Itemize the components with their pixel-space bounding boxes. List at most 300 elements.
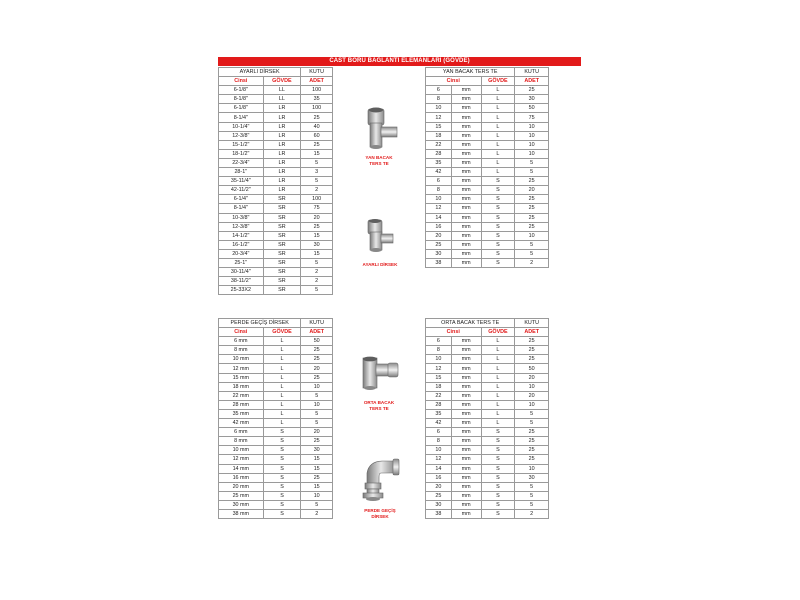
table-cell: 35 <box>301 95 333 104</box>
table-row <box>219 131 333 140</box>
table-cell: SR <box>263 286 301 295</box>
table-cell: 38 mm <box>219 509 264 518</box>
table-cell: 15 <box>426 373 452 382</box>
table-row <box>219 268 333 277</box>
table-row <box>426 337 549 346</box>
table-cell: 5 <box>515 240 549 249</box>
yan-bacak-table <box>425 67 549 268</box>
table-row <box>426 86 549 95</box>
table-cell: L <box>263 400 301 409</box>
table-cell: 25 <box>301 113 333 122</box>
table-cell: mm <box>451 391 481 400</box>
table-cell: mm <box>451 158 481 167</box>
table-row <box>426 95 549 104</box>
table-cell: 6-1/4" <box>219 195 264 204</box>
table-cell: mm <box>451 149 481 158</box>
table-row <box>426 382 549 391</box>
table-cell: 20 <box>515 186 549 195</box>
table-cell: LL <box>263 95 301 104</box>
table-row <box>426 122 549 131</box>
table-cell: 35 <box>426 409 452 418</box>
table-cell: mm <box>451 473 481 482</box>
table-cell: mm <box>451 382 481 391</box>
table-cell: 12-3/8" <box>219 131 264 140</box>
table-cell: 12 <box>426 455 452 464</box>
table-cell: 6 mm <box>219 428 264 437</box>
table-cell: 30 <box>515 473 549 482</box>
table-cell: 35 mm <box>219 409 264 418</box>
elbow-fitting-icon <box>360 212 400 256</box>
table-cell: 15-1/2" <box>219 140 264 149</box>
table-row <box>426 346 549 355</box>
table-cell: 30 mm <box>219 500 264 509</box>
table-cell: mm <box>451 455 481 464</box>
table-cell: 10 <box>426 446 452 455</box>
table-cell: mm <box>451 446 481 455</box>
table-cell: 25 <box>515 355 549 364</box>
table-cell: 38-11/2" <box>219 277 264 286</box>
table-cell: L <box>263 373 301 382</box>
table-cell: S <box>481 240 515 249</box>
table-cell: 25 <box>515 222 549 231</box>
col-header: GÖVDE <box>481 328 515 337</box>
table-cell: L <box>481 419 515 428</box>
table-cell: mm <box>451 140 481 149</box>
table-cell: 16-1/2" <box>219 240 264 249</box>
table-cell: mm <box>451 122 481 131</box>
caption-line: TERS TE <box>369 405 389 411</box>
table-cell: 25 <box>515 204 549 213</box>
table-row <box>219 177 333 186</box>
kutu-header: KUTU <box>515 319 549 328</box>
table-cell: S <box>263 482 301 491</box>
table-cell: 10 <box>515 131 549 140</box>
table-cell: SR <box>263 249 301 258</box>
table-row <box>426 400 549 409</box>
table-cell: 42 mm <box>219 419 264 428</box>
table-cell: LR <box>263 131 301 140</box>
table-cell: L <box>481 364 515 373</box>
col-header: GÖVDE <box>263 77 301 86</box>
table-row <box>426 186 549 195</box>
table-row <box>219 373 333 382</box>
table-cell: 20 <box>515 373 549 382</box>
table-cell: L <box>481 140 515 149</box>
table-row <box>219 86 333 95</box>
table-row <box>219 286 333 295</box>
table-row <box>426 140 549 149</box>
col-header: Cinsi <box>426 328 482 337</box>
table-cell: 25 <box>426 240 452 249</box>
table-row <box>426 222 549 231</box>
table-cell: 25 <box>301 222 333 231</box>
table-cell: 2 <box>301 509 333 518</box>
table-cell: 100 <box>301 86 333 95</box>
table-cell: 8-1/8" <box>219 95 264 104</box>
table-cell: mm <box>451 258 481 267</box>
table-cell: 8 <box>426 95 452 104</box>
table-cell: 10 <box>301 382 333 391</box>
perde-caption <box>355 508 405 519</box>
table-cell: 5 <box>515 482 549 491</box>
table-cell: 6 <box>426 177 452 186</box>
table-cell: S <box>481 500 515 509</box>
table-cell: S <box>263 500 301 509</box>
table-cell: 22 mm <box>219 391 264 400</box>
table-cell: mm <box>451 213 481 222</box>
table-cell: 25 <box>515 337 549 346</box>
table-row <box>426 104 549 113</box>
table-cell: 5 <box>515 419 549 428</box>
table-cell: L <box>263 346 301 355</box>
table-row <box>426 168 549 177</box>
table-cell: SR <box>263 213 301 222</box>
table-cell: 12 mm <box>219 455 264 464</box>
table-cell: mm <box>451 437 481 446</box>
table-row <box>219 509 333 518</box>
table-title: PERDE GEÇİŞ DİRSEK <box>219 319 301 328</box>
table-cell: 38 <box>426 509 452 518</box>
table-cell: 25 <box>515 446 549 455</box>
table-cell: S <box>481 231 515 240</box>
table-row <box>219 149 333 158</box>
table-cell: L <box>481 337 515 346</box>
table-row <box>219 482 333 491</box>
table-cell: mm <box>451 240 481 249</box>
table-row <box>426 409 549 418</box>
table-row <box>219 419 333 428</box>
table-cell: S <box>481 222 515 231</box>
table-cell: LR <box>263 186 301 195</box>
table-cell: 5 <box>301 409 333 418</box>
table-cell: 22 <box>426 391 452 400</box>
table-cell: L <box>263 355 301 364</box>
table-cell: 42 <box>426 168 452 177</box>
table-cell: 15 <box>301 249 333 258</box>
table-cell: SR <box>263 258 301 267</box>
table-cell: mm <box>451 509 481 518</box>
table-cell: 5 <box>515 168 549 177</box>
ayarli-dirsek-table <box>218 67 333 295</box>
table-cell: 6 <box>426 428 452 437</box>
table-cell: 25 <box>515 195 549 204</box>
table-row <box>426 437 549 446</box>
col-header: ADET <box>301 328 333 337</box>
table-cell: 22 <box>426 140 452 149</box>
table-cell: L <box>481 391 515 400</box>
table-cell: 5 <box>301 286 333 295</box>
bulkhead-elbow-icon <box>357 455 403 505</box>
table-cell: 2 <box>301 277 333 286</box>
table-cell: 18 mm <box>219 382 264 391</box>
orta-bacak-table <box>425 318 549 519</box>
table-cell: 30 <box>301 240 333 249</box>
table-cell: 6 <box>426 86 452 95</box>
table-cell: 10 <box>426 195 452 204</box>
table-row <box>426 231 549 240</box>
table-cell: mm <box>451 113 481 122</box>
table-cell: 30-11/4" <box>219 268 264 277</box>
table-cell: mm <box>451 86 481 95</box>
table-cell: S <box>263 464 301 473</box>
table-cell: mm <box>451 419 481 428</box>
table-row <box>426 240 549 249</box>
table-cell: 20 <box>426 482 452 491</box>
table-cell: L <box>481 95 515 104</box>
table-row <box>219 168 333 177</box>
table-cell: L <box>481 355 515 364</box>
table-cell: 25 <box>301 346 333 355</box>
table-cell: mm <box>451 177 481 186</box>
table-cell: 15 <box>301 149 333 158</box>
table-cell: 8-1/4" <box>219 204 264 213</box>
table-cell: 5 <box>515 158 549 167</box>
table-cell: 75 <box>301 204 333 213</box>
orta-caption <box>354 400 404 411</box>
catalog-title: CAST BORU BAĞLANTI ELEMANLARI (GÖVDE) <box>218 57 581 66</box>
table-cell: 14 <box>426 464 452 473</box>
table-cell: 42-11/2" <box>219 186 264 195</box>
table-cell: mm <box>451 204 481 213</box>
table-cell: 14 mm <box>219 464 264 473</box>
table-cell: 10 <box>515 231 549 240</box>
col-header: Cinsi <box>426 77 482 86</box>
table-cell: 10 <box>515 149 549 158</box>
table-cell: 25 <box>301 437 333 446</box>
table-cell: 100 <box>301 195 333 204</box>
table-row <box>219 213 333 222</box>
table-cell: S <box>263 437 301 446</box>
table-cell: 10 <box>515 140 549 149</box>
table-cell: S <box>263 446 301 455</box>
table-cell: 8 mm <box>219 437 264 446</box>
table-cell: 25 <box>301 373 333 382</box>
table-row <box>426 355 549 364</box>
table-cell: L <box>263 364 301 373</box>
table-row <box>219 382 333 391</box>
table-cell: 5 <box>515 249 549 258</box>
table-cell: 40 <box>301 122 333 131</box>
table-cell: LR <box>263 113 301 122</box>
caption-line: TERS TE <box>369 160 389 166</box>
table-title: YAN BACAK TERS TE <box>426 68 515 77</box>
table-row <box>426 131 549 140</box>
table-cell: 15 <box>301 482 333 491</box>
table-row <box>219 222 333 231</box>
table-cell: 15 <box>301 464 333 473</box>
table-cell: 30 <box>515 95 549 104</box>
table-cell: 20-3/4" <box>219 249 264 258</box>
table-cell: 25 <box>301 355 333 364</box>
table-row <box>219 409 333 418</box>
tee-fitting-icon <box>357 350 405 396</box>
caption-line: PERDE GEÇİŞ <box>364 508 396 513</box>
table-cell: mm <box>451 186 481 195</box>
table-cell: S <box>481 455 515 464</box>
table-cell: 35-11/4" <box>219 177 264 186</box>
table-cell: S <box>481 491 515 500</box>
table-cell: 10 mm <box>219 446 264 455</box>
table-cell: 8-1/4" <box>219 113 264 122</box>
perde-gecis-table <box>218 318 333 519</box>
table-cell: 5 <box>301 391 333 400</box>
table-cell: 5 <box>301 177 333 186</box>
table-cell: 25 <box>515 346 549 355</box>
table-cell: 15 <box>301 455 333 464</box>
table-cell: L <box>481 158 515 167</box>
table-cell: 8 mm <box>219 346 264 355</box>
caption-line: DİRSEK <box>371 513 389 519</box>
table-cell: 50 <box>301 337 333 346</box>
table-row <box>219 437 333 446</box>
table-row <box>219 428 333 437</box>
kutu-header: KUTU <box>301 68 333 77</box>
table-cell: 25 <box>426 491 452 500</box>
table-row <box>219 446 333 455</box>
table-row <box>426 446 549 455</box>
table-row <box>219 364 333 373</box>
table-row <box>219 491 333 500</box>
table-cell: mm <box>451 95 481 104</box>
table-cell: L <box>263 391 301 400</box>
table-cell: L <box>481 409 515 418</box>
col-header: ADET <box>301 77 333 86</box>
table-cell: 10 <box>515 400 549 409</box>
table-cell: mm <box>451 195 481 204</box>
table-row <box>426 491 549 500</box>
table-cell: mm <box>451 131 481 140</box>
table-cell: 10 <box>301 400 333 409</box>
table-row <box>219 258 333 267</box>
table-cell: 18 <box>426 131 452 140</box>
yan-caption <box>354 155 404 166</box>
table-cell: mm <box>451 491 481 500</box>
table-row <box>426 364 549 373</box>
table-cell: 10 <box>426 355 452 364</box>
table-cell: SR <box>263 240 301 249</box>
col-header: ADET <box>515 328 549 337</box>
table-row <box>219 158 333 167</box>
table-cell: 6 <box>426 337 452 346</box>
table-cell: S <box>263 455 301 464</box>
table-cell: mm <box>451 500 481 509</box>
table-cell: 30 <box>301 446 333 455</box>
table-cell: 28 <box>426 149 452 158</box>
table-cell: 5 <box>301 500 333 509</box>
table-cell: 14 <box>426 213 452 222</box>
table-cell: 28 mm <box>219 400 264 409</box>
table-cell: 20 <box>301 428 333 437</box>
table-cell: S <box>263 491 301 500</box>
table-cell: SR <box>263 277 301 286</box>
table-cell: 8 <box>426 437 452 446</box>
table-cell: 5 <box>301 419 333 428</box>
table-row <box>219 337 333 346</box>
table-cell: LR <box>263 168 301 177</box>
ayarli-caption <box>355 262 405 268</box>
table-cell: L <box>481 113 515 122</box>
table-cell: 8 <box>426 186 452 195</box>
table-cell: 15 mm <box>219 373 264 382</box>
table-cell: 20 <box>515 391 549 400</box>
table-cell: SR <box>263 195 301 204</box>
table-row <box>426 391 549 400</box>
table-cell: L <box>481 346 515 355</box>
table-cell: mm <box>451 337 481 346</box>
table-cell: L <box>263 419 301 428</box>
table-cell: 12-3/8" <box>219 222 264 231</box>
table-cell: 2 <box>515 258 549 267</box>
table-cell: 20 <box>301 213 333 222</box>
table-cell: 20 <box>301 364 333 373</box>
table-cell: 5 <box>301 258 333 267</box>
table-cell: 25 <box>301 473 333 482</box>
table-cell: mm <box>451 364 481 373</box>
table-cell: 5 <box>301 158 333 167</box>
table-cell: 10 <box>301 491 333 500</box>
table-row <box>219 473 333 482</box>
table-cell: mm <box>451 464 481 473</box>
table-row <box>426 428 549 437</box>
kutu-header: KUTU <box>301 319 333 328</box>
table-cell: SR <box>263 231 301 240</box>
table-row <box>219 464 333 473</box>
table-cell: 25 mm <box>219 491 264 500</box>
table-cell: SR <box>263 222 301 231</box>
table-cell: SR <box>263 204 301 213</box>
table-cell: 100 <box>301 104 333 113</box>
table-row <box>219 391 333 400</box>
table-cell: 12 <box>426 364 452 373</box>
table-cell: 25 <box>515 437 549 446</box>
table-cell: L <box>481 168 515 177</box>
table-cell: 42 <box>426 419 452 428</box>
table-row <box>426 213 549 222</box>
table-cell: 28 <box>426 400 452 409</box>
table-title: ORTA BACAK TERS TE <box>426 319 515 328</box>
table-row <box>219 231 333 240</box>
table-row <box>219 95 333 104</box>
table-cell: LR <box>263 122 301 131</box>
table-cell: LR <box>263 140 301 149</box>
table-row <box>426 258 549 267</box>
table-cell: 6 mm <box>219 337 264 346</box>
table-row <box>426 177 549 186</box>
table-row <box>426 419 549 428</box>
caption-line: AYARLI DİRSEK <box>362 262 398 267</box>
table-cell: 50 <box>515 104 549 113</box>
table-cell: L <box>481 382 515 391</box>
table-cell: 18-1/2" <box>219 149 264 158</box>
tee-fitting-icon <box>355 105 403 153</box>
table-cell: 14-1/2" <box>219 231 264 240</box>
table-cell: mm <box>451 104 481 113</box>
table-cell: L <box>481 122 515 131</box>
table-row <box>426 509 549 518</box>
table-cell: 20 mm <box>219 482 264 491</box>
table-cell: 22-3/4" <box>219 158 264 167</box>
table-row <box>426 464 549 473</box>
table-row <box>219 500 333 509</box>
table-row <box>219 195 333 204</box>
table-row <box>219 104 333 113</box>
table-cell: mm <box>451 231 481 240</box>
table-row <box>426 373 549 382</box>
table-row <box>426 113 549 122</box>
table-cell: mm <box>451 373 481 382</box>
table-cell: 25-1" <box>219 258 264 267</box>
table-cell: 16 <box>426 473 452 482</box>
